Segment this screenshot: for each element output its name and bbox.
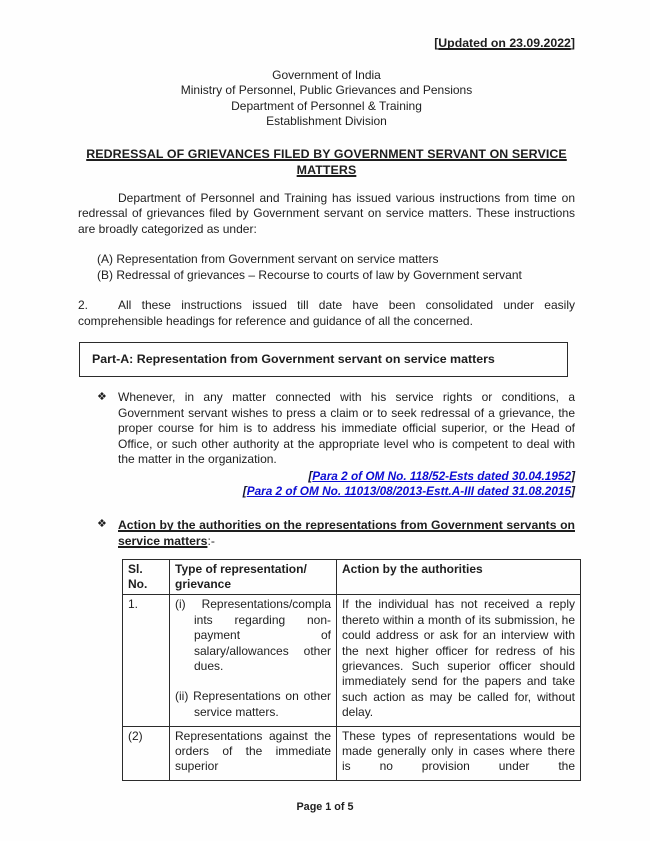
cell-type: Representations against the orders of the immediate superior: [170, 726, 337, 780]
intro-paragraph: Department of Personnel and Training has issued various instructions from time on redressal of grievances filed by Government servant on service matters. These instructions are broadly categorized as under:: [78, 190, 575, 236]
bullet-paragraph: Whenever, in any matter connected with his service rights or conditions, a Government servant wishes to press a claim or to seek redressal of a grievance, the proper course for him is to address his immediate official superior, or the Head of Office, or such other authority at the appropriate level who is competent to deal with the matter in the organization.: [118, 390, 575, 466]
type-item-i: (i) Representations/compla ints regarding non-payment of salary/allowances other dues.: [175, 597, 331, 673]
om-reference-link-1952[interactable]: Para 2 of OM No. 118/52-Ests dated 30.04.1952: [312, 468, 572, 483]
letterhead-line-ministry: Ministry of Personnel, Public Grievances and Pensions: [180, 83, 473, 97]
cell-action: If the individual has not received a reply thereto within a month of its submission, he could address or ask for an interview with the next higher officer for redress of his grievances. Such superior officer should immediately send for the papers and take such action as may be called for, without delay.: [337, 595, 581, 726]
table-row-2: [123, 726, 581, 780]
table-row-1: [123, 595, 581, 726]
paragraph-2-number: 2.: [78, 298, 89, 312]
bullet-body: [118, 517, 575, 550]
letterhead-line-division: Establishment Division: [266, 114, 387, 128]
letterhead-line-department: Department of Personnel & Training: [231, 98, 422, 113]
cell-type: [170, 595, 337, 726]
list-item-b: (B) Redressal of grievances – Recourse to courts of law by Government servant: [97, 267, 522, 282]
part-a-heading-box: [79, 342, 568, 377]
reference-line: [118, 484, 575, 499]
representation-table: [122, 559, 581, 781]
column-header-action: Action by the authorities: [337, 559, 581, 595]
document-title-text: REDRESSAL OF GRIEVANCES FILED BY GOVERNMENT SERVANT ON SERVICE MATTERS: [86, 146, 567, 177]
left-bracket: [: [242, 483, 247, 498]
bullet-heading-text: Action by the authorities on the representations from Government servants on service matters: [118, 517, 575, 548]
bullet-item-whenever: [78, 390, 575, 499]
letterhead-line-government: Government of India: [272, 67, 381, 82]
letterhead: [78, 68, 575, 130]
right-bracket: ]: [570, 36, 575, 50]
cell-sl-no: 1.: [123, 595, 170, 726]
left-bracket: [: [434, 36, 439, 50]
om-reference-link-2015[interactable]: Para 2 of OM No. 11013/08/2013-Estt.A-III dated 31.08.2015: [246, 483, 572, 498]
diamond-bullet-icon: ❖: [97, 517, 107, 530]
bullet-heading-suffix: :-: [207, 534, 215, 548]
page-number: Page 1 of 5: [296, 801, 354, 813]
right-bracket: ]: [571, 468, 575, 483]
updated-on-text: Updated on 23.09.2022: [438, 36, 571, 50]
column-header-type: Type of representation/ grievance: [170, 559, 337, 595]
paragraph-2-text: All these instructions issued till date have been consolidated under easily comprehensible headings for reference and guidance of all the concerned.: [78, 298, 575, 328]
cell-action: These types of representations would be made generally only in cases where there is no provision under the: [337, 726, 581, 780]
reference-line: [118, 469, 575, 484]
updated-on-label: [78, 36, 575, 52]
cell-sl-no: (2): [123, 726, 170, 780]
table-header-row: [123, 559, 581, 595]
type-item-ii: (ii) Representations on other service matters.: [175, 689, 331, 719]
reference-links: [118, 469, 575, 499]
right-bracket: ]: [571, 483, 575, 498]
column-header-sl-no: Sl. No.: [123, 559, 170, 595]
list-item-a: (A) Representation from Government servant on service matters: [97, 252, 439, 266]
category-list: [78, 252, 575, 283]
diamond-bullet-icon: ❖: [97, 391, 107, 403]
paragraph-2: [78, 298, 575, 329]
bullet-item-action: [78, 517, 575, 550]
document-title: [78, 146, 575, 179]
bullet-body: [118, 390, 575, 499]
left-bracket: [: [308, 468, 313, 483]
part-a-heading-text: Part-A: Representation from Government servant on service matters: [92, 352, 495, 366]
